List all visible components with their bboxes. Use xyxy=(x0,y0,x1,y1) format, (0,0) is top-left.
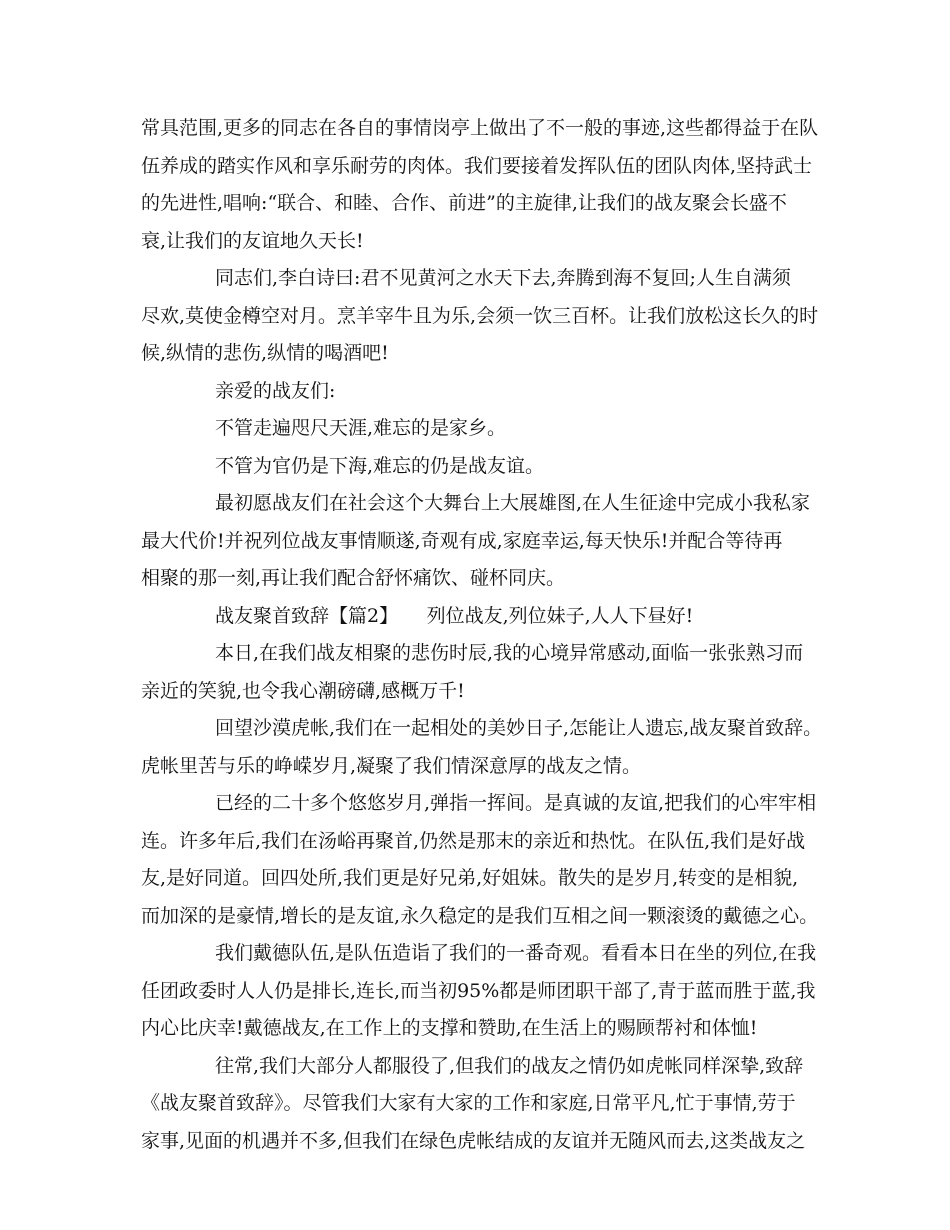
text-line: 常具范围,更多的同志在各自的事情岗亭上做出了不一般的事迹,这些都得益于在队 xyxy=(141,117,819,139)
text-line: 已经的二十多个悠悠岁月,弹指一挥间。是真诚的友谊,把我们的心牢牢相 xyxy=(215,792,817,814)
text-line: 连。许多年后,我们在汤峪再聚首,仍然是那末的亲近和热忱。在队伍,我们是好战 xyxy=(141,829,806,852)
text-line: 相聚的那一刻,再让我们配合舒怀痛饮、碰杯同庆。 xyxy=(141,567,566,589)
text-line: 任团政委时人人仍是排长,连长,而当初95%都是师团职干部了,青于蓝而胜于蓝,我 xyxy=(141,979,816,1002)
text-line: 回望沙漠虎帐,我们在一起相处的美妙日子,怎能让人遗忘,战友聚首致辞。 xyxy=(215,717,823,739)
text-line: 不管走遍咫尺天涯,难忘的是家乡。 xyxy=(215,417,507,439)
text-line: 尽欢,莫使金樽空对月。烹羊宰牛且为乐,会须一饮三百杯。让我们放松这长久的时 xyxy=(141,304,819,327)
text-line: 不管为官仍是下海,难忘的仍是战友谊。 xyxy=(215,454,545,477)
text-line: 而加深的是豪情,增长的是友谊,永久稳定的是我们互相之间一颗滚烫的戴德之心。 xyxy=(141,904,819,927)
text-line: 虎帐里苦与乐的峥嵘岁月,凝聚了我们情深意厚的战友之情。 xyxy=(141,754,642,777)
text-line: 最初愿战友们在社会这个大舞台上大展雄图,在人生征途中完成小我私家 xyxy=(215,492,811,514)
text-line: 内心比庆幸!戴德战友,在工作上的支撑和赞助,在生活上的赐顾帮衬和体恤! xyxy=(141,1017,758,1039)
text-line: 最大代价!并祝列位战友事情顺遂,奇观有成,家庭幸运,每天快乐!并配合等待再 xyxy=(141,529,783,552)
text-line: 家事,见面的机遇并不多,但我们在绿色虎帐结成的友谊并无随风而去,这类战友之 xyxy=(141,1129,806,1152)
text-line: 的先进性,唱响:“联合、和睦、合作、前进”的主旋律,让我们的战友聚会长盛不 xyxy=(141,192,787,214)
text-line: 伍养成的踏实作风和享乐耐劳的肉体。我们要接着发挥队伍的团队肉体,坚持武士 xyxy=(141,154,813,177)
text-line: 亲爱的战友们: xyxy=(215,379,336,402)
text-line: 往常,我们大部分人都服役了,但我们的战友之情仍如虎帐同样深挚,致辞 xyxy=(215,1054,804,1077)
text-line: 亲近的笑貌,也令我心潮磅礴,感概万千! xyxy=(141,679,465,702)
document-body xyxy=(141,110,823,1160)
text-line: 友,是好同道。回四处所,我们更是好兄弟,好姐妹。散失的是岁月,转变的是相貌, xyxy=(141,867,799,889)
text-line: 本日,在我们战友相聚的悲伤时辰,我的心境异常感动,面临一张张熟习而 xyxy=(215,642,804,664)
text-line: 战友聚首致辞【篇2】 列位战友,列位妹子,人人下昼好! xyxy=(215,604,694,627)
text-line: 同志们,李白诗曰:君不见黄河之水天下去,奔腾到海不复回;人生自满须 xyxy=(215,267,791,289)
text-line: 候,纵情的悲伤,纵情的喝酒吧! xyxy=(141,342,389,364)
text-line: 我们戴德队伍,是队伍造诣了我们的一番奇观。看看本日在坐的列位,在我 xyxy=(215,942,817,964)
text-line: 衰,让我们的友谊地久天长! xyxy=(141,229,364,252)
text-line: 《战友聚首致辞》。尽管我们大家有大家的工作和家庭,日常平凡,忙于事情,劳于 xyxy=(141,1092,796,1114)
